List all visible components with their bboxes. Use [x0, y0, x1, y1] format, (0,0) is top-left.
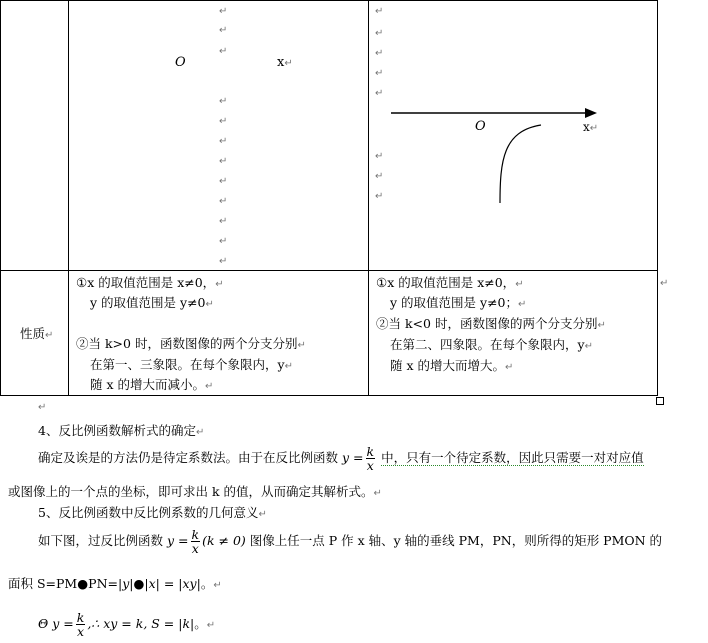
right-prop-text-4: 在第二、四象限。在每个象限内，y — [390, 337, 585, 352]
return-mark: ↵ — [219, 176, 228, 187]
return-mark: ↵ — [589, 123, 599, 134]
formula-y-eq: y = — [342, 450, 364, 465]
return-mark: ↵ — [219, 46, 228, 57]
return-mark: ↵ — [215, 279, 224, 290]
fraction-denominator: x — [76, 624, 85, 639]
table-border-right — [657, 0, 658, 396]
return-mark: ↵ — [205, 299, 214, 310]
return-mark: ↵ — [597, 320, 606, 331]
return-mark: ↵ — [375, 88, 384, 99]
return-mark: ↵ — [206, 620, 216, 631]
left-prop-line-2 — [90, 292, 214, 315]
return-mark: ↵ — [284, 361, 293, 372]
right-prop-text-2: y 的取值范围是 y≠0； — [390, 295, 518, 310]
fraction-denominator: x — [366, 458, 374, 473]
return-mark: ↵ — [45, 330, 54, 341]
table-resize-handle[interactable] — [656, 397, 664, 405]
right-prop-line-3 — [376, 313, 606, 336]
return-mark: ↵ — [219, 236, 228, 247]
hyperbola-branch — [500, 125, 541, 203]
return-mark: ↵ — [219, 116, 228, 127]
section5-paragraph-line-3 — [38, 607, 215, 641]
return-mark: ↵ — [297, 340, 306, 351]
row-label-text: 性质 — [20, 326, 46, 341]
return-mark: ↵ — [219, 196, 228, 207]
left-prop-line-5 — [90, 374, 213, 397]
return-mark: ↵ — [375, 68, 384, 79]
fraction-k-over-x — [76, 611, 86, 638]
section5-p2-text-d: 。 — [200, 576, 214, 591]
section5-paragraph-line-2 — [8, 574, 222, 592]
table-border-col1 — [68, 0, 69, 396]
return-mark: ↵ — [373, 488, 382, 499]
table-border-left — [0, 0, 1, 396]
return-mark: ↵ — [213, 580, 222, 591]
row-end-mark: ↵ — [660, 278, 669, 289]
fraction-k-over-x — [191, 528, 201, 555]
section4-p1-text-b: 中，只有一个待定系数，因此只需要一对对应值 — [381, 450, 644, 465]
fraction-denominator: x — [191, 541, 199, 556]
formula-y-eq: y = — [167, 533, 189, 548]
return-mark: ↵ — [195, 427, 205, 438]
return-mark: ↵ — [219, 156, 228, 167]
section4-paragraph-line-2 — [8, 482, 382, 500]
section4-paragraph-line-1 — [38, 441, 644, 475]
right-prop-line-5 — [390, 355, 513, 378]
right-prop-text-5: 随 x 的增大而增大。 — [390, 358, 505, 373]
return-mark: ↵ — [375, 151, 384, 162]
right-prop-text-1: ①x 的取值范围是 x≠0， — [376, 275, 516, 290]
fraction-k-over-x — [366, 445, 376, 472]
section4-heading — [38, 421, 204, 439]
section5-heading — [38, 503, 267, 521]
left-prop-text-2: y 的取值范围是 y≠0 — [90, 295, 206, 310]
return-mark: ↵ — [375, 48, 384, 59]
left-prop-text-3: ②当 k>0 时，函数图像的两个分支分别 — [76, 336, 298, 351]
section4-p2-text: 或图像上的一个点的坐标，即可求出 k 的值，从而确定其解析式。 — [8, 484, 374, 499]
left-prop-text-1: ①x 的取值范围是 x≠0， — [76, 275, 216, 290]
return-mark: ↵ — [518, 299, 527, 310]
section4-p1-text-a: 确定及诶是的方法仍是待定系数法。由于在反比例函数 — [38, 450, 339, 465]
area-formula: |y|●|x| = |xy| — [117, 576, 201, 591]
formula-y-k-over-x-2 — [167, 527, 250, 556]
section4-heading-text: 4、反比例函数解析式的确定 — [38, 423, 196, 438]
return-mark: ↵ — [375, 191, 384, 202]
because-formula-a: Θ y = — [38, 616, 74, 631]
section5-p1-text-a: 如下图，过反比例函数 — [38, 533, 164, 548]
left-graph-x-text: x — [277, 55, 285, 70]
return-mark: ↵ — [219, 25, 228, 36]
formula-y-k-over-x — [342, 444, 381, 473]
bullet-mark: ● — [77, 576, 89, 591]
return-mark: ↵ — [584, 341, 593, 352]
row-label — [20, 324, 53, 342]
section5-paragraph-line-1 — [38, 524, 662, 558]
section5-heading-text: 5、反比例函数中反比例系数的几何意义 — [38, 505, 259, 520]
return-mark: ↵ — [219, 6, 228, 17]
return-mark: ↵ — [375, 6, 384, 17]
return-mark: ↵ — [219, 96, 228, 107]
therefore-formula: ,∴ xy = k, S = |k| — [87, 616, 195, 631]
return-mark: ↵ — [258, 509, 267, 520]
empty-paragraph-mark: ↵ — [38, 402, 47, 413]
return-mark: ↵ — [219, 216, 228, 227]
formula-condition: (k ≠ 0) — [202, 533, 246, 548]
return-mark: ↵ — [205, 381, 214, 392]
fraction-numerator: k — [191, 527, 200, 542]
return-mark: ↵ — [219, 256, 228, 267]
right-prop-line-4 — [390, 334, 593, 357]
right-prop-line-2 — [390, 292, 526, 315]
right-graph-x-label — [583, 120, 598, 134]
section5-p2-text-b: PN= — [88, 576, 118, 591]
section5-p3-text-c: 。 — [194, 616, 207, 631]
section5-p2-text-a: 面积 S=PM — [8, 576, 78, 591]
table-border-mid — [0, 270, 658, 271]
return-mark: ↵ — [515, 279, 524, 290]
right-graph-svg — [369, 1, 657, 269]
x-axis-arrow — [585, 108, 597, 118]
right-graph-x-text: x — [583, 120, 590, 134]
fraction-numerator: k — [76, 610, 85, 625]
right-prop-text-3: ②当 k<0 时，函数图像的两个分支分别 — [376, 316, 598, 331]
return-mark: ↵ — [505, 362, 514, 373]
return-mark: ↵ — [375, 28, 384, 39]
left-prop-text-5: 随 x 的增大而减小。 — [90, 377, 205, 392]
return-mark: ↵ — [219, 136, 228, 147]
fraction-numerator: k — [366, 444, 375, 459]
left-graph-origin: O — [175, 55, 186, 70]
right-graph-origin: O — [475, 119, 486, 134]
return-mark: ↵ — [284, 58, 293, 69]
left-prop-line-3 — [76, 333, 306, 356]
section5-p1-text-b: 图像上任一点 P 作 x 轴、y 轴的垂线 PM，PN，则所得的矩形 PMON 的 — [249, 533, 663, 548]
left-graph-x-label — [277, 55, 293, 70]
left-prop-text-4: 在第一、三象限。在每个象限内，y — [90, 357, 285, 372]
return-mark: ↵ — [375, 171, 384, 182]
